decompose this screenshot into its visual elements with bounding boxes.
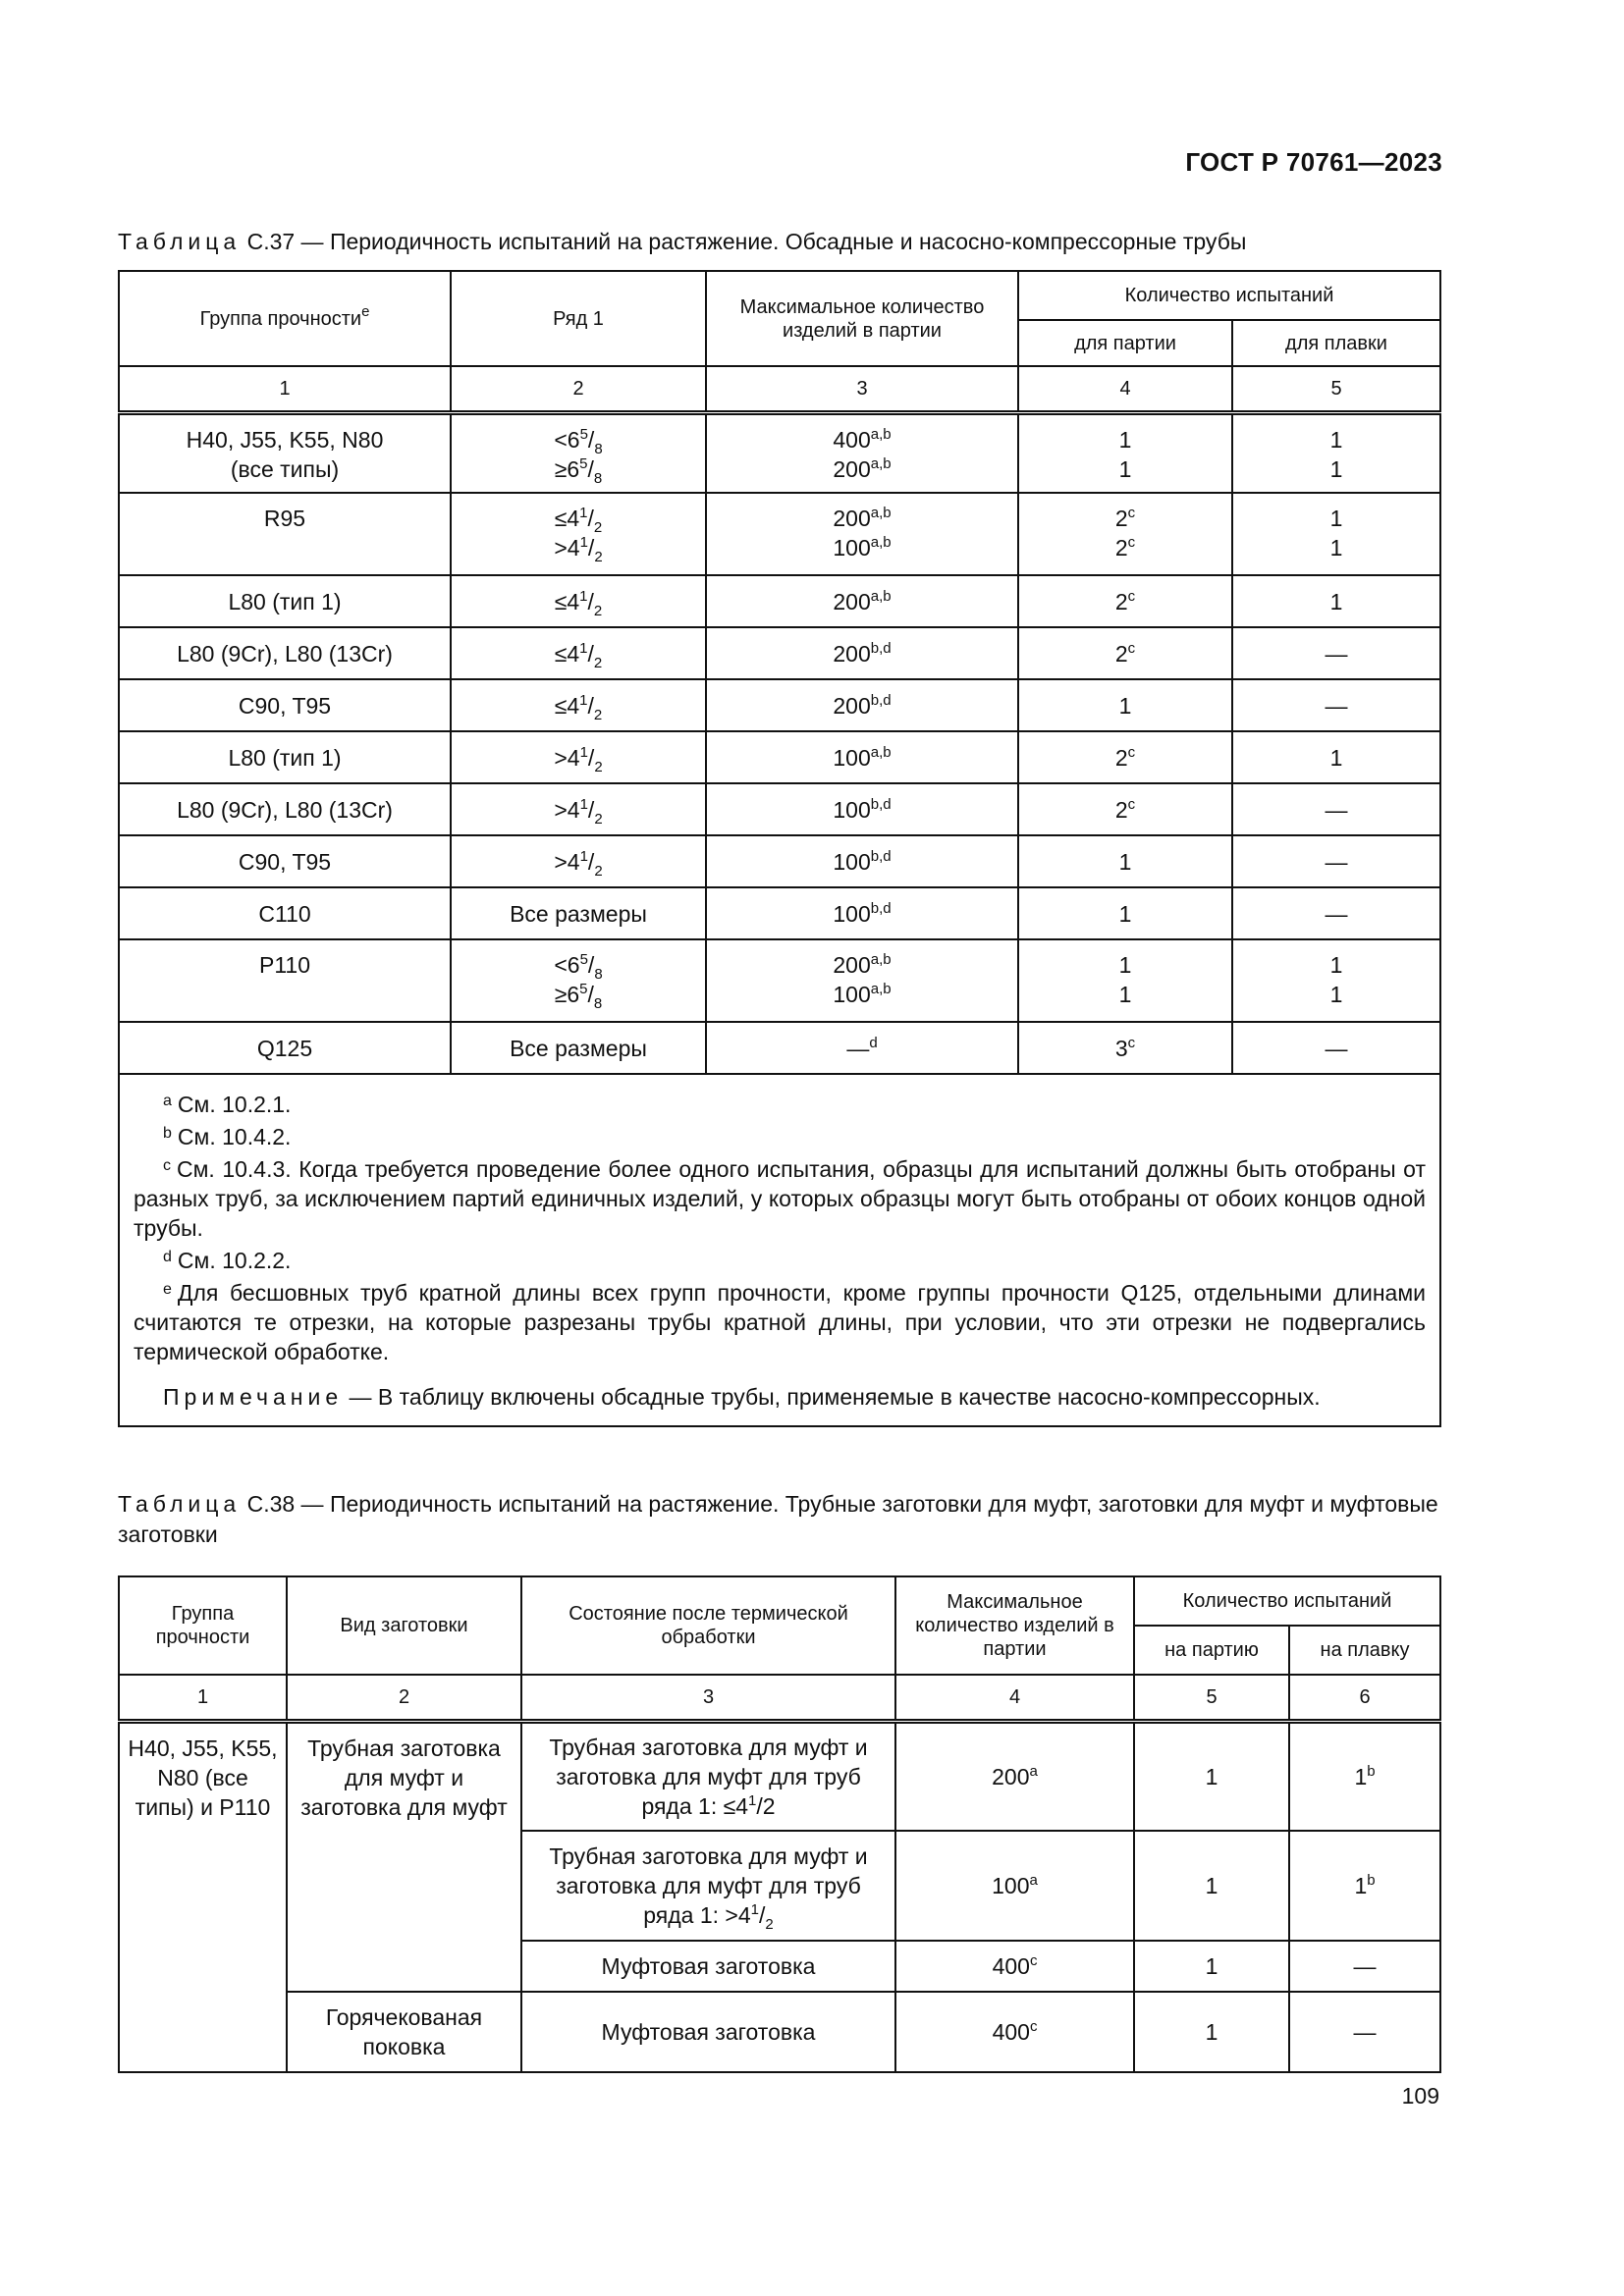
batch-cell: 1 bbox=[1134, 1992, 1289, 2072]
col-number: 4 bbox=[1018, 366, 1232, 412]
table-row bbox=[119, 731, 1440, 783]
strength-group-cell: C90, T95 bbox=[119, 835, 451, 887]
col-number: 4 bbox=[895, 1675, 1134, 1721]
size-fraction: $>4^1/_2$ bbox=[554, 743, 603, 775]
tests-heat-cell: 1 1 bbox=[1232, 412, 1440, 493]
col-number: 1 bbox=[119, 366, 451, 412]
size-cell bbox=[451, 835, 706, 887]
condition-cell: Муфтовая заготовка bbox=[521, 1992, 895, 2072]
table38-caption bbox=[118, 1489, 1443, 1550]
table-row bbox=[119, 835, 1440, 887]
strength-group-cell: L80 (9Cr), L80 (13Cr) bbox=[119, 783, 451, 835]
header-per-heat: для плавки bbox=[1232, 320, 1440, 366]
size-cell bbox=[451, 627, 706, 679]
size-cell bbox=[451, 575, 706, 627]
size-fraction: $<6^5/_8$ bbox=[554, 425, 603, 457]
tests-heat-cell: — bbox=[1232, 679, 1440, 731]
col-number: 6 bbox=[1289, 1675, 1440, 1721]
tests-batch-cell: 1 1 bbox=[1018, 412, 1232, 493]
table-c37 bbox=[118, 270, 1441, 1427]
col-number: 5 bbox=[1232, 366, 1440, 412]
header-per-batch: на партию bbox=[1134, 1626, 1289, 1675]
tests-heat-cell: — bbox=[1232, 835, 1440, 887]
table-row bbox=[119, 627, 1440, 679]
tests-batch-cell: 2$^c$ bbox=[1018, 575, 1232, 627]
col-number: 3 bbox=[706, 366, 1018, 412]
condition-cell: Муфтовая заготовка bbox=[521, 1941, 895, 1992]
max-qty-cell: 200$^{a,b}$ 100$^{a,b}$ bbox=[706, 493, 1018, 575]
tests-batch-cell: 1 bbox=[1018, 679, 1232, 731]
table-row bbox=[119, 575, 1440, 627]
header-blank-type: Вид заготовки bbox=[287, 1576, 521, 1675]
strength-group-cell: P110 bbox=[119, 939, 451, 1022]
max-qty-cell: 100$^a$ bbox=[895, 1831, 1134, 1941]
strength-group-cell: R95 bbox=[119, 493, 451, 575]
strength-group-cell: H40, J55, K55, N80 (все типы) bbox=[119, 412, 451, 493]
tests-batch-cell: 3$^c$ bbox=[1018, 1022, 1232, 1074]
col-number: 5 bbox=[1134, 1675, 1289, 1721]
col-number: 2 bbox=[451, 366, 706, 412]
max-qty-cell: 200$^{b,d}$ bbox=[706, 679, 1018, 731]
size-cell bbox=[451, 731, 706, 783]
header-per-batch: для партии bbox=[1018, 320, 1232, 366]
strength-group-cell: C110 bbox=[119, 887, 451, 939]
tests-batch-cell: 2$^c$ bbox=[1018, 627, 1232, 679]
size-fraction: $\le 4^1/_2$ bbox=[554, 587, 603, 619]
size-fraction: $>4^1/_2$ bbox=[554, 795, 603, 828]
max-qty-cell: 400$^c$ bbox=[895, 1992, 1134, 2072]
strength-group-cell: L80 (тип 1) bbox=[119, 731, 451, 783]
tests-heat-cell: 1 1 bbox=[1232, 939, 1440, 1022]
table-row bbox=[119, 1721, 1440, 1831]
col-number: 3 bbox=[521, 1675, 895, 1721]
blank-type-cell: Трубная заготовка для муфт и заготовка для муфт bbox=[287, 1721, 521, 1992]
strength-group-cell: Q125 bbox=[119, 1022, 451, 1074]
max-qty-cell: 100$^{b,d}$ bbox=[706, 887, 1018, 939]
header-tests: Количество испытаний bbox=[1018, 271, 1440, 320]
size-cell: Все размеры bbox=[451, 1022, 706, 1074]
tests-heat-cell: 1 1 bbox=[1232, 493, 1440, 575]
max-qty-cell: 100$^{b,d}$ bbox=[706, 783, 1018, 835]
size-fraction: $\le 4^1/_2$ bbox=[554, 639, 603, 671]
max-qty-cell: 200$^{a,b}$ 100$^{a,b}$ bbox=[706, 939, 1018, 1022]
size-fraction: $>4^1/_2$ bbox=[554, 847, 603, 880]
footnote: $^c$ См. 10.4.3. Когда требуется проведение более одного испытания, образцы для испытаний должны быть отобраны от разных труб, за исключением партий единичных изделий, у которых образцы могут быть отобраны от обоих концов одной трубы. bbox=[134, 1156, 1427, 1241]
table-row bbox=[119, 783, 1440, 835]
header-max-qty: Максимальное количество изделий в партии bbox=[706, 271, 1018, 366]
batch-cell: 1 bbox=[1134, 1831, 1289, 1941]
strength-group-cell: L80 (9Cr), L80 (13Cr) bbox=[119, 627, 451, 679]
tests-batch-cell: 1 bbox=[1018, 887, 1232, 939]
size-fraction: $\ge 6^5/_8$ bbox=[554, 454, 603, 487]
size-fraction: $<6^5/_8$ bbox=[554, 951, 603, 983]
tests-heat-cell: — bbox=[1232, 627, 1440, 679]
tests-batch-cell: 1 1 bbox=[1018, 939, 1232, 1022]
strength-group-cell: C90, T95 bbox=[119, 679, 451, 731]
tests-heat-cell: 1 bbox=[1232, 575, 1440, 627]
max-qty-cell: 100$^{b,d}$ bbox=[706, 835, 1018, 887]
table-row bbox=[119, 493, 1440, 575]
tests-batch-cell: 2$^c$ bbox=[1018, 731, 1232, 783]
table-row bbox=[119, 939, 1440, 1022]
tests-heat-cell: — bbox=[1232, 783, 1440, 835]
page-number: 109 bbox=[1401, 2083, 1439, 2109]
header-per-heat: на плавку bbox=[1289, 1626, 1440, 1675]
size-cell bbox=[451, 412, 706, 493]
header-strength-group: Группа прочности bbox=[119, 1576, 287, 1675]
column-numbers-row bbox=[119, 1675, 1440, 1721]
footnote: $^d$ См. 10.2.2. bbox=[163, 1248, 292, 1273]
max-qty-cell: 200$^{b,d}$ bbox=[706, 627, 1018, 679]
size-cell bbox=[451, 493, 706, 575]
tests-batch-cell: 2$^c$ 2$^c$ bbox=[1018, 493, 1232, 575]
col-number: 2 bbox=[287, 1675, 521, 1721]
caption-text: С.38 — Периодичность испытаний на растяжение. Трубные заготовки для муфт, заготовки для муфт и муфтовые заготовки bbox=[118, 1491, 1438, 1547]
table-row bbox=[119, 887, 1440, 939]
column-numbers-row bbox=[119, 366, 1440, 412]
heat-cell: — bbox=[1289, 1941, 1440, 1992]
batch-cell: 1 bbox=[1134, 1721, 1289, 1831]
footnote: $^e$ Для бесшовных труб кратной длины всех групп прочности, кроме группы прочности Q125, отдельными длинами считаются те отрезки, на которые разрезаны трубы кратной длины, при условии, что эти отрезки не подвергались термической обработке. bbox=[134, 1280, 1427, 1364]
blank-type-cell: Горячекованая поковка bbox=[287, 1992, 521, 2072]
tests-batch-cell: 2$^c$ bbox=[1018, 783, 1232, 835]
max-qty-cell: 200$^{a,b}$ bbox=[706, 575, 1018, 627]
caption-label: Таблица bbox=[118, 1491, 242, 1517]
size-fraction: $\le 4^1/_2$ bbox=[554, 505, 603, 536]
max-qty-cell: 200$^a$ bbox=[895, 1721, 1134, 1831]
header-tests: Количество испытаний bbox=[1134, 1576, 1440, 1626]
footnote: $^b$ См. 10.4.2. bbox=[163, 1124, 292, 1149]
header-max-qty: Максимальное количество изделий в партии bbox=[895, 1576, 1134, 1675]
document-header: ГОСТ Р 70761—2023 bbox=[1185, 147, 1442, 177]
col-number: 1 bbox=[119, 1675, 287, 1721]
heat-cell: — bbox=[1289, 1992, 1440, 2072]
header-row1: Ряд 1 bbox=[451, 271, 706, 366]
heat-cell: 1$^b$ bbox=[1289, 1831, 1440, 1941]
max-qty-cell: —$^d$ bbox=[706, 1022, 1018, 1074]
header-condition: Состояние после термической обработки bbox=[521, 1576, 895, 1675]
tests-heat-cell: — bbox=[1232, 887, 1440, 939]
condition-cell: Трубная заготовка для муфт и заготовка для муфт для труб ряда 1: $>4^1/_2$ bbox=[521, 1831, 895, 1941]
caption-text: С.37 — Периодичность испытаний на растяжение. Обсадные и насосно-компрессорные трубы bbox=[241, 229, 1247, 254]
tests-heat-cell: 1 bbox=[1232, 731, 1440, 783]
table-row bbox=[119, 412, 1440, 493]
size-fraction: $\le 4^1/_2$ bbox=[554, 691, 603, 723]
tests-heat-cell: — bbox=[1232, 1022, 1440, 1074]
header-strength-group: Группа прочности$^e$ bbox=[119, 271, 451, 366]
strength-group-cell: H40, J55, K55, N80 (все типы) и P110 bbox=[119, 1721, 287, 2072]
table-row bbox=[119, 1992, 1440, 2072]
max-qty-cell: 400$^c$ bbox=[895, 1941, 1134, 1992]
table-row bbox=[119, 679, 1440, 731]
footnote: $^a$ См. 10.2.1. bbox=[163, 1092, 292, 1117]
batch-cell: 1 bbox=[1134, 1941, 1289, 1992]
max-qty-cell: 400$^{a,b}$ 200$^{a,b}$ bbox=[706, 412, 1018, 493]
table-row bbox=[119, 1022, 1440, 1074]
size-fraction: $>4^1/_2$ bbox=[554, 534, 603, 565]
caption-label: Таблица bbox=[118, 229, 242, 254]
tests-batch-cell: 1 bbox=[1018, 835, 1232, 887]
strength-group-cell: L80 (тип 1) bbox=[119, 575, 451, 627]
table-c38 bbox=[118, 1575, 1441, 2073]
table37-caption bbox=[118, 227, 1443, 257]
table37-note: Примечание — В таблицу включены обсадные трубы, применяемые в качестве насосно-компрессорных. bbox=[163, 1384, 1321, 1410]
size-cell bbox=[451, 783, 706, 835]
condition-cell: Трубная заготовка для муфт и заготовка для муфт для труб ряда 1: $\le 4^1/2$ bbox=[521, 1721, 895, 1831]
size-cell: Все размеры bbox=[451, 887, 706, 939]
size-cell bbox=[451, 679, 706, 731]
table37-footnotes bbox=[119, 1074, 1440, 1426]
size-cell bbox=[451, 939, 706, 1022]
size-fraction: $\ge 6^5/_8$ bbox=[554, 981, 603, 1012]
max-qty-cell: 100$^{a,b}$ bbox=[706, 731, 1018, 783]
heat-cell: 1$^b$ bbox=[1289, 1721, 1440, 1831]
